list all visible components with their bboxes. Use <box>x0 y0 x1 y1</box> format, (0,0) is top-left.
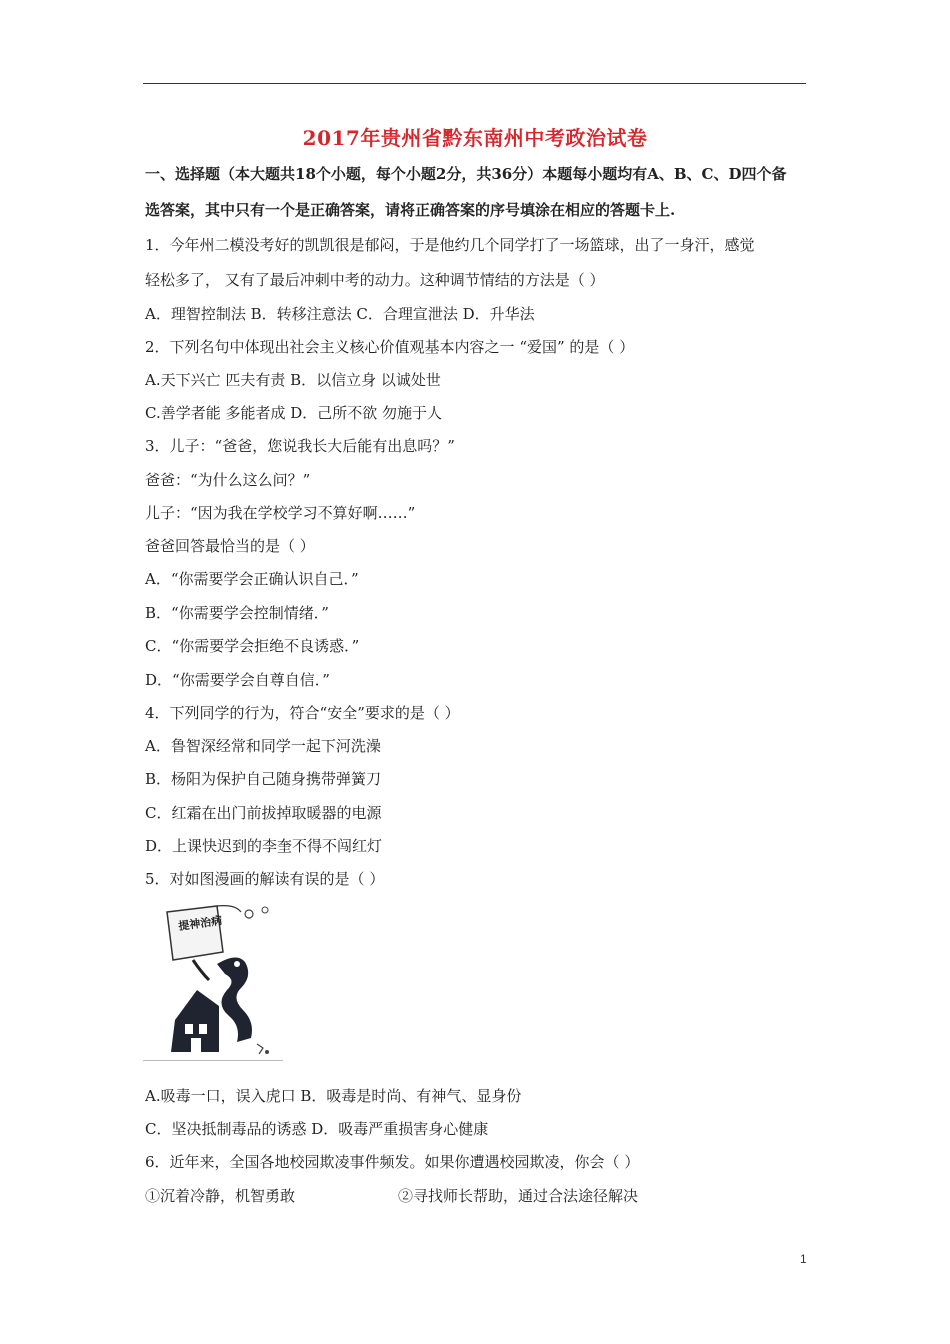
page-number: 1 <box>800 1252 807 1266</box>
question-5-options-cd: C．坚决抵制毒品的诱惑 D．吸毒严重损害身心健康 <box>145 1120 489 1138</box>
question-3-option-a: A．“你需要学会正确认识自己．” <box>145 570 359 588</box>
question-2-options-cd: C.善学者能 多能者成 D．己所不欲 勿施于人 <box>145 404 443 422</box>
header-rule <box>143 83 806 84</box>
page-title: 2017年贵州省黔东南州中考政治试卷 <box>302 126 648 150</box>
question-4-option-c: C．红霜在出门前拔掉取暖器的电源 <box>145 804 382 822</box>
question-3-option-d: D．“你需要学会自尊自信．” <box>145 671 330 689</box>
question-1-options: A．理智控制法 B．转移注意法 C．合理宣泄法 D．升华法 <box>145 305 535 323</box>
question-1-stem-line-2: 轻松多了， 又有了最后冲刺中考的动力。这种调节情结的方法是（ ） <box>145 271 605 289</box>
question-3-stem-line-3: 儿子：“因为我在学校学习不算好啊……” <box>145 504 416 522</box>
image-baseline <box>143 1060 283 1061</box>
section-heading-line-2: 选答案，其中只有一个是正确答案，请将正确答案的序号填涂在相应的答题卡上. <box>145 201 676 219</box>
question-1-stem-line-1: 1．今年州二模没考好的凯凯很是郁闷，于是他约几个同学打了一场篮球，出了一身汗，感觉 <box>145 236 755 254</box>
question-3-stem-line-1: 3．儿子：“爸爸，您说我长大后能有出息吗？” <box>145 437 455 455</box>
question-6-choice-2: ②寻找师长帮助，通过合法途径解决 <box>398 1187 639 1205</box>
question-3-option-c: C．“你需要学会拒绝不良诱惑．” <box>145 637 360 655</box>
question-2-stem: 2．下列名句中体现出社会主义核心价值观基本内容之一 “爱国” 的是（ ） <box>145 338 635 356</box>
question-4-option-a: A．鲁智深经常和同学一起下河洗澡 <box>145 737 381 755</box>
question-4-option-b: B．杨阳为保护自己随身携带弹簧刀 <box>145 770 382 788</box>
question-5-options-ab: A.吸毒一口，误入虎口 B．吸毒是时尚、有神气、显身份 <box>145 1087 522 1105</box>
question-3-stem-line-2: 爸爸：“为什么这么问？” <box>145 471 311 489</box>
drug-cartoon-image <box>145 902 281 1060</box>
question-3-stem-line-4: 爸爸回答最恰当的是（ ） <box>145 537 315 555</box>
question-4-option-d: D．上课快迟到的李奎不得不闯红灯 <box>145 837 383 855</box>
question-4-stem: 4．下列同学的行为，符合“安全”要求的是（ ） <box>145 704 460 722</box>
section-heading-line-1: 一、选择题（本大题共18个小题，每个小题2分，共36分）本题每小题均有A、B、C、D四个备 <box>145 165 787 183</box>
question-3-option-b: B．“你需要学会控制情绪．” <box>145 604 329 622</box>
question-2-options-ab: A.天下兴亡 匹夫有责 B．以信立身 以诚处世 <box>145 371 441 389</box>
question-5-stem: 5．对如图漫画的解读有误的是（ ） <box>145 870 385 888</box>
banner-text: 提神治病 <box>177 913 223 933</box>
question-6-choice-1: ①沉着冷静，机智勇敢 <box>145 1187 296 1205</box>
question-6-stem: 6．近年来，全国各地校园欺凌事件频发。如果你遭遇校园欺凌，你会（ ） <box>145 1153 640 1171</box>
